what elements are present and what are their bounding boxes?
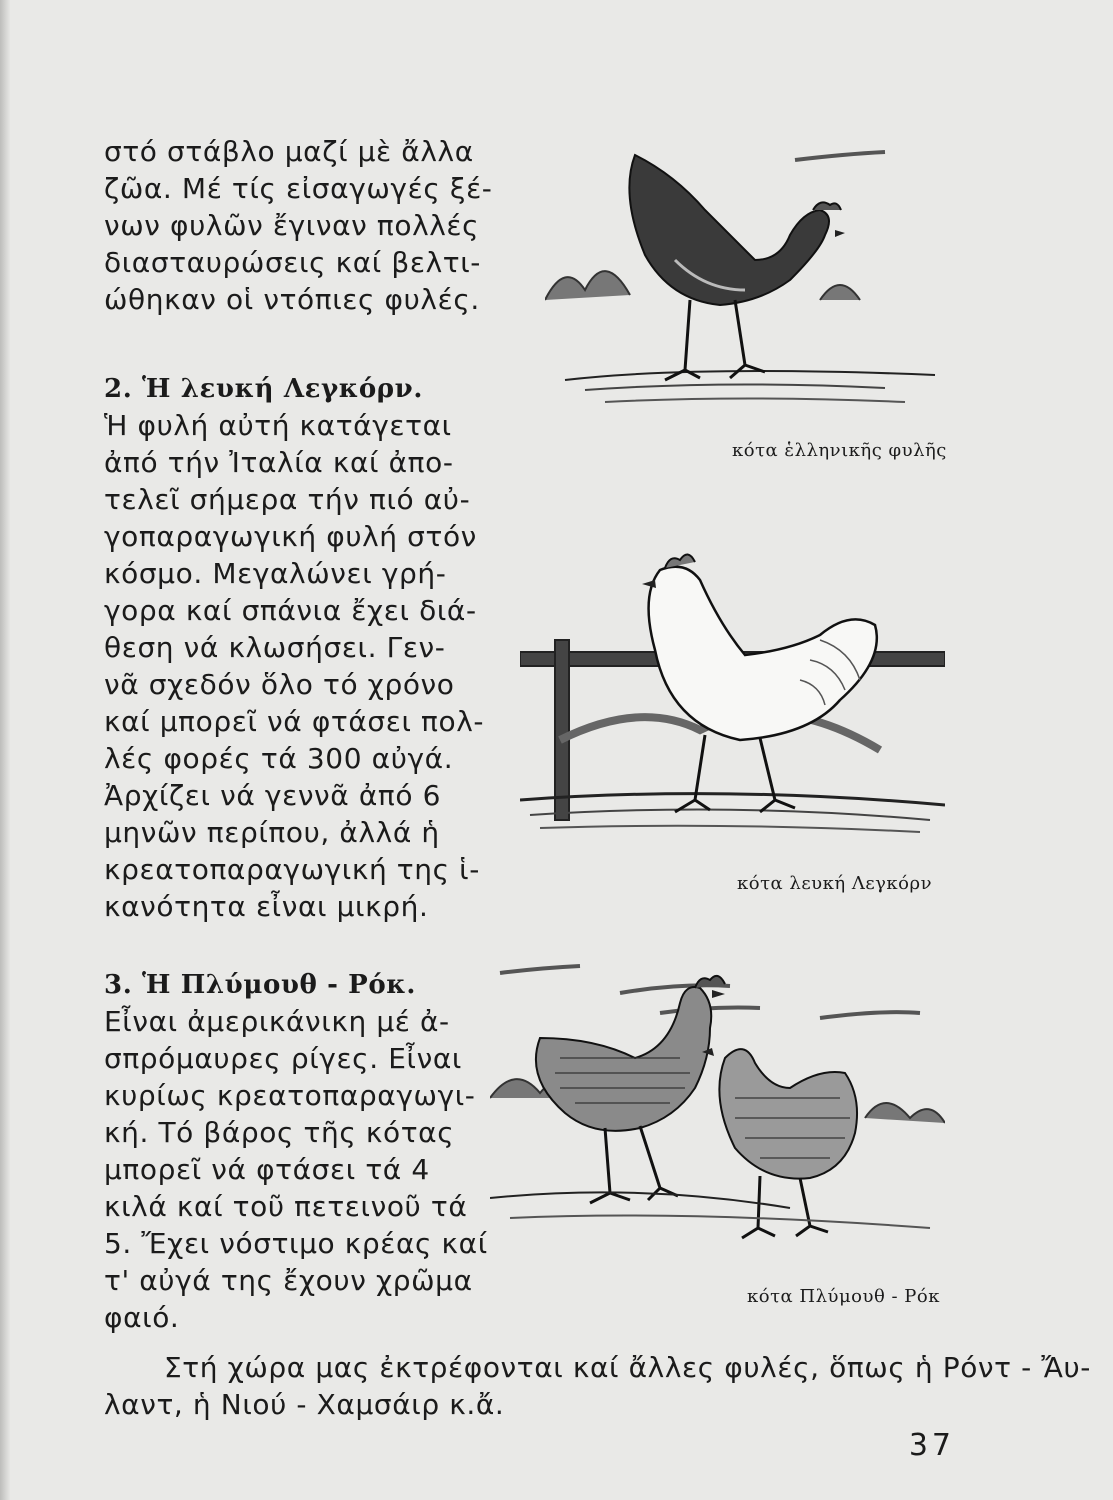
text-line: Ἡ φυλή αὐτή κατάγεται bbox=[104, 409, 452, 442]
illustration-caption: κότα ἑλληνικῆς φυλῆς bbox=[732, 440, 947, 461]
text-line: γορα καί σπάνια ἔχει διά- bbox=[104, 594, 477, 627]
text-line: κή. Τό βάρος τῆς κότας bbox=[104, 1116, 455, 1149]
text-line: τελεῖ σήμερα τήν πιό αὐ- bbox=[104, 483, 471, 516]
page-edge bbox=[0, 0, 10, 1500]
illustration-caption: κότα Πλύμουθ - Ρόκ bbox=[747, 1286, 941, 1307]
plymouth-rock-illustration bbox=[490, 948, 945, 1248]
text-line: θεση νά κλωσήσει. Γεν- bbox=[104, 631, 446, 664]
text-line: ζῶα. Μέ τίς εἰσαγωγές ξέ- bbox=[104, 172, 493, 205]
text-line: στό στάβλο μαζί μὲ ἄλλα bbox=[104, 135, 474, 168]
text-line: κρεατοπαραγωγική της ἱ- bbox=[104, 853, 480, 886]
text-line: νων φυλῶν ἔγιναν πολλές bbox=[104, 209, 480, 242]
text-line: διασταυρώσεις καί βελτι- bbox=[104, 246, 481, 279]
text-line: φαιό. bbox=[104, 1301, 180, 1334]
section-heading: 2. Ἡ λευκή Λεγκόρν. bbox=[104, 374, 423, 404]
text-line: κιλά καί τοῦ πετεινοῦ τά bbox=[104, 1190, 468, 1223]
text-line: τ' αὐγά της ἔχουν χρῶμα bbox=[104, 1264, 473, 1297]
illustration-caption: κότα λευκή Λεγκόρν bbox=[737, 873, 933, 894]
greek-hen-illustration bbox=[545, 140, 945, 420]
text-line: Εἶναι ἀμερικάνικη μέ ἀ- bbox=[104, 1005, 450, 1038]
text-line: μηνῶν περίπου, ἀλλά ἡ bbox=[104, 816, 440, 849]
text-line: κανότητα εἶναι μικρή. bbox=[104, 890, 429, 923]
text-line: λές φορές τά 300 αὐγά. bbox=[104, 742, 454, 775]
text-line: γοπαραγωγική φυλή στόν bbox=[104, 520, 477, 553]
text-line: νᾶ σχεδόν ὅλο τό χρόνο bbox=[104, 668, 455, 701]
text-line: Στή χώρα μας ἐκτρέφονται καί ἄλλες φυλές, ὅπως ἡ Ρόντ - Ἄυ- bbox=[164, 1351, 1091, 1384]
text-line: μπορεῖ νά φτάσει τά 4 bbox=[104, 1153, 430, 1186]
section-heading: 3. Ἡ Πλύμουθ - Ρόκ. bbox=[104, 970, 416, 1000]
leghorn-illustration bbox=[520, 540, 945, 840]
text-line: Ἀρχίζει νά γεννᾶ ἀπό 6 bbox=[104, 779, 442, 812]
text-line: 5. Ἔχει νόστιμο κρέας καί bbox=[104, 1227, 488, 1260]
page-number: 37 bbox=[908, 1428, 955, 1463]
text-line: ἀπό τήν Ἰταλία καί ἀπο- bbox=[104, 446, 454, 479]
text-line: σπρόμαυρες ρίγες. Εἶναι bbox=[104, 1042, 462, 1075]
text-line: κόσμο. Μεγαλώνει γρή- bbox=[104, 557, 447, 590]
text-line: ώθηκαν οἱ ντόπιες φυλές. bbox=[104, 283, 480, 316]
text-line: λαντ, ἡ Νιού - Χαμσάιρ κ.ἄ. bbox=[104, 1388, 505, 1421]
text-line: καί μπορεῖ νά φτάσει πολ- bbox=[104, 705, 485, 738]
text-line: κυρίως κρεατοπαραγωγι- bbox=[104, 1079, 476, 1112]
